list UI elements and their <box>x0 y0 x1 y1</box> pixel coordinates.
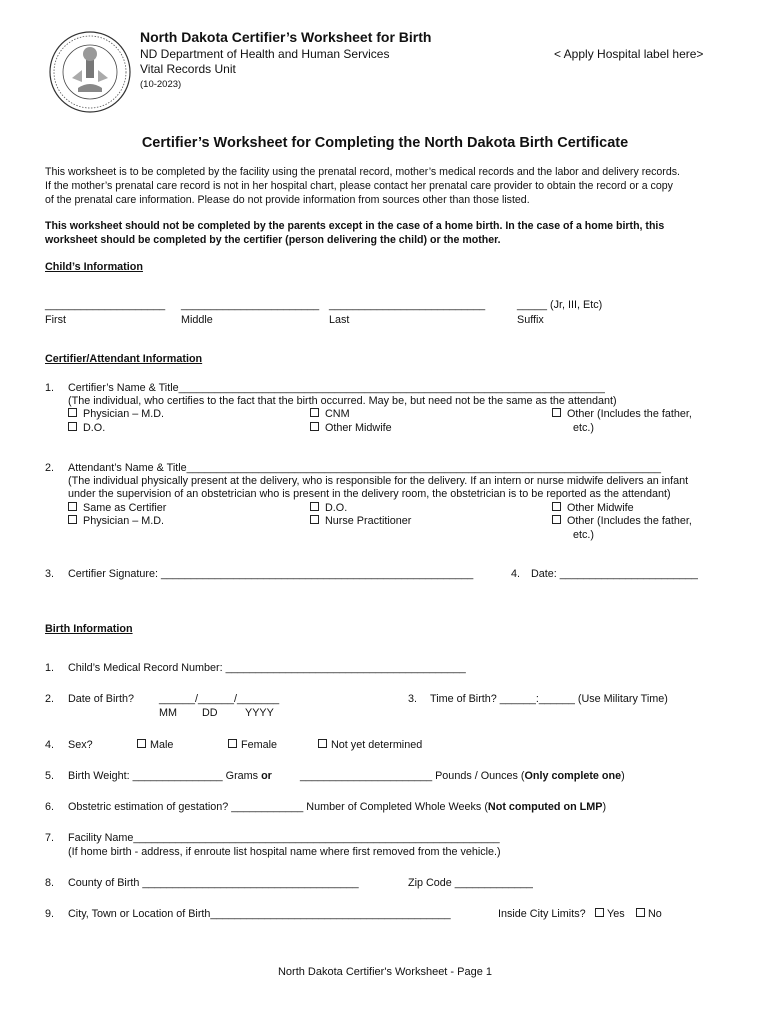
cert-q3-number: 3. <box>45 568 55 580</box>
time-of-birth-field[interactable]: Time of Birth? ______:______ (Use Military Time) <box>430 693 668 705</box>
certifier-option-other-midwife[interactable]: Other Midwife <box>310 422 392 434</box>
inside-city-limits-label: Inside City Limits? <box>498 908 586 920</box>
middle-label: Middle <box>181 314 213 326</box>
birth-q4-number: 4. <box>45 739 55 751</box>
checkbox-icon <box>595 908 604 917</box>
birth-q8-number: 8. <box>45 877 55 889</box>
cert-q4-number: 4. <box>511 568 521 580</box>
certifier-name-field[interactable]: Certifier’s Name & Title_______________________________________________________________________ <box>68 382 605 394</box>
attendant-option-physician[interactable]: Physician – M.D. <box>68 515 164 527</box>
hospital-label-placeholder: < Apply Hospital label here> <box>554 47 704 61</box>
checkbox-icon <box>310 422 319 431</box>
certifier-option-other-cont: etc.) <box>573 422 594 434</box>
city-of-birth-field[interactable]: City, Town or Location of Birth________________________________________ <box>68 908 451 920</box>
checkbox-icon <box>68 408 77 417</box>
dob-yyyy-label: YYYY <box>245 707 274 719</box>
attendant-note-2: under the supervision of an obstetrician who is present in the delivery room, the obstetrician is to be reported as the attendant) <box>68 488 671 500</box>
birth-q6-number: 6. <box>45 801 55 813</box>
city-limits-option-no[interactable]: No <box>636 908 662 920</box>
checkbox-icon <box>68 515 77 524</box>
document-title: North Dakota Certifier’s Worksheet for Birth <box>140 29 432 45</box>
sex-label: Sex? <box>68 739 93 751</box>
checkbox-icon <box>636 908 645 917</box>
certifier-date-field[interactable]: Date: _______________________ <box>531 568 698 580</box>
attendant-option-other-midwife[interactable]: Other Midwife <box>552 502 634 514</box>
date-of-birth-label: Date of Birth? <box>68 693 135 705</box>
certifier-option-physician[interactable]: Physician – M.D. <box>68 408 164 420</box>
checkbox-icon <box>318 739 327 748</box>
birth-q5-number: 5. <box>45 770 55 782</box>
checkbox-icon <box>68 422 77 431</box>
suffix-label: Suffix <box>517 314 544 326</box>
department-name: ND Department of Health and Human Services <box>140 47 390 61</box>
state-seal-icon <box>48 30 132 114</box>
certifier-note: (The individual, who certifies to the fact that the birth occurred. May be, but need not be the same as the attendant) <box>68 395 617 407</box>
page-footer: North Dakota Certifier's Worksheet - Page 1 <box>277 966 493 978</box>
certifier-option-cnm[interactable]: CNM <box>310 408 350 420</box>
last-name-field[interactable]: __________________________ <box>329 299 486 311</box>
gestation-field[interactable]: Obstetric estimation of gestation? ____________ Number of Completed Whole Weeks (Not computed on LMP) <box>68 801 607 813</box>
checkbox-icon <box>68 502 77 511</box>
checkbox-icon <box>137 739 146 748</box>
suffix-field[interactable]: _____ (Jr, III, Etc) <box>517 299 603 311</box>
birth-q7-number: 7. <box>45 832 55 844</box>
birth-info-heading: Birth Information <box>45 623 133 635</box>
checkbox-icon <box>552 408 561 417</box>
birth-q1-number: 1. <box>45 662 55 674</box>
birth-weight-grams-field[interactable]: Birth Weight: _______________ Grams or <box>68 770 272 782</box>
attendant-option-other-cont: etc.) <box>573 529 594 541</box>
sex-option-not-determined[interactable]: Not yet determined <box>318 739 422 751</box>
last-label: Last <box>329 314 350 326</box>
certifier-option-do[interactable]: D.O. <box>68 422 105 434</box>
first-name-field[interactable]: ____________________ <box>45 299 166 311</box>
facility-name-field[interactable]: Facility Name_____________________________________________________________ <box>68 832 500 844</box>
dob-mm-label: MM <box>159 707 177 719</box>
checkbox-icon <box>552 502 561 511</box>
unit-name: Vital Records Unit <box>140 62 236 76</box>
warning-paragraph: This worksheet should not be completed by the parents except in the case of a home birth. In the case of a home birth, this worksheet should be completed by the certifier (person delivering the child) or the mother. <box>45 220 665 246</box>
facility-note: (If home birth - address, if enroute list hospital name where first removed from the vehicle.) <box>68 846 501 858</box>
checkbox-icon <box>310 515 319 524</box>
dob-dd-label: DD <box>202 707 218 719</box>
birth-q3-number: 3. <box>408 693 418 705</box>
birth-q9-number: 9. <box>45 908 55 920</box>
checkbox-icon <box>310 502 319 511</box>
sex-option-male[interactable]: Male <box>137 739 173 751</box>
certifier-info-heading: Certifier/Attendant Information <box>45 353 203 365</box>
attendant-name-field[interactable]: Attendant’s Name & Title_______________________________________________________________________________ <box>68 462 662 474</box>
birth-q2-number: 2. <box>45 693 55 705</box>
certifier-signature-field[interactable]: Certifier Signature: ____________________________________________________ <box>68 568 474 580</box>
intro-paragraph: This worksheet is to be completed by the facility using the prenatal record, mother’s medical records and the labor and delivery records. If the mother’s prenatal care record is not in her hospital chart, please contact her prenatal care provider to obtain the record or a copy of the prenatal care information. Please do not provide information from sources other than those listed. <box>45 166 680 206</box>
first-label: First <box>45 314 66 326</box>
attendant-note-1: (The individual physically present at the delivery, who is responsible for the delivery. If an intern or nurse midwife delivers an infant <box>68 475 689 487</box>
date-of-birth-field[interactable]: ______/______/_______ <box>159 693 280 705</box>
attendant-option-other[interactable]: Other (Includes the father, <box>552 515 692 527</box>
sex-option-female[interactable]: Female <box>228 739 277 751</box>
middle-name-field[interactable]: _______________________ <box>181 299 320 311</box>
cert-q2-number: 2. <box>45 462 55 474</box>
form-version: (10-2023) <box>140 79 182 90</box>
county-of-birth-field[interactable]: County of Birth ____________________________________ <box>68 877 359 889</box>
checkbox-icon <box>552 515 561 524</box>
main-title: Certifier’s Worksheet for Completing the North Dakota Birth Certificate <box>141 135 629 151</box>
cert-q1-number: 1. <box>45 382 55 394</box>
certifier-option-other[interactable]: Other (Includes the father, <box>552 408 692 420</box>
attendant-option-do[interactable]: D.O. <box>310 502 347 514</box>
city-limits-option-yes[interactable]: Yes <box>595 908 625 920</box>
checkbox-icon <box>228 739 237 748</box>
zip-code-field[interactable]: Zip Code _____________ <box>408 877 533 889</box>
checkbox-icon <box>310 408 319 417</box>
child-info-heading: Child’s Information <box>45 261 143 273</box>
attendant-option-same[interactable]: Same as Certifier <box>68 502 166 514</box>
birth-weight-pounds-field[interactable]: ______________________ Pounds / Ounces (Only complete one) <box>300 770 625 782</box>
medical-record-number-field[interactable]: Child’s Medical Record Number: ________________________________________ <box>68 662 466 674</box>
attendant-option-np[interactable]: Nurse Practitioner <box>310 515 411 527</box>
